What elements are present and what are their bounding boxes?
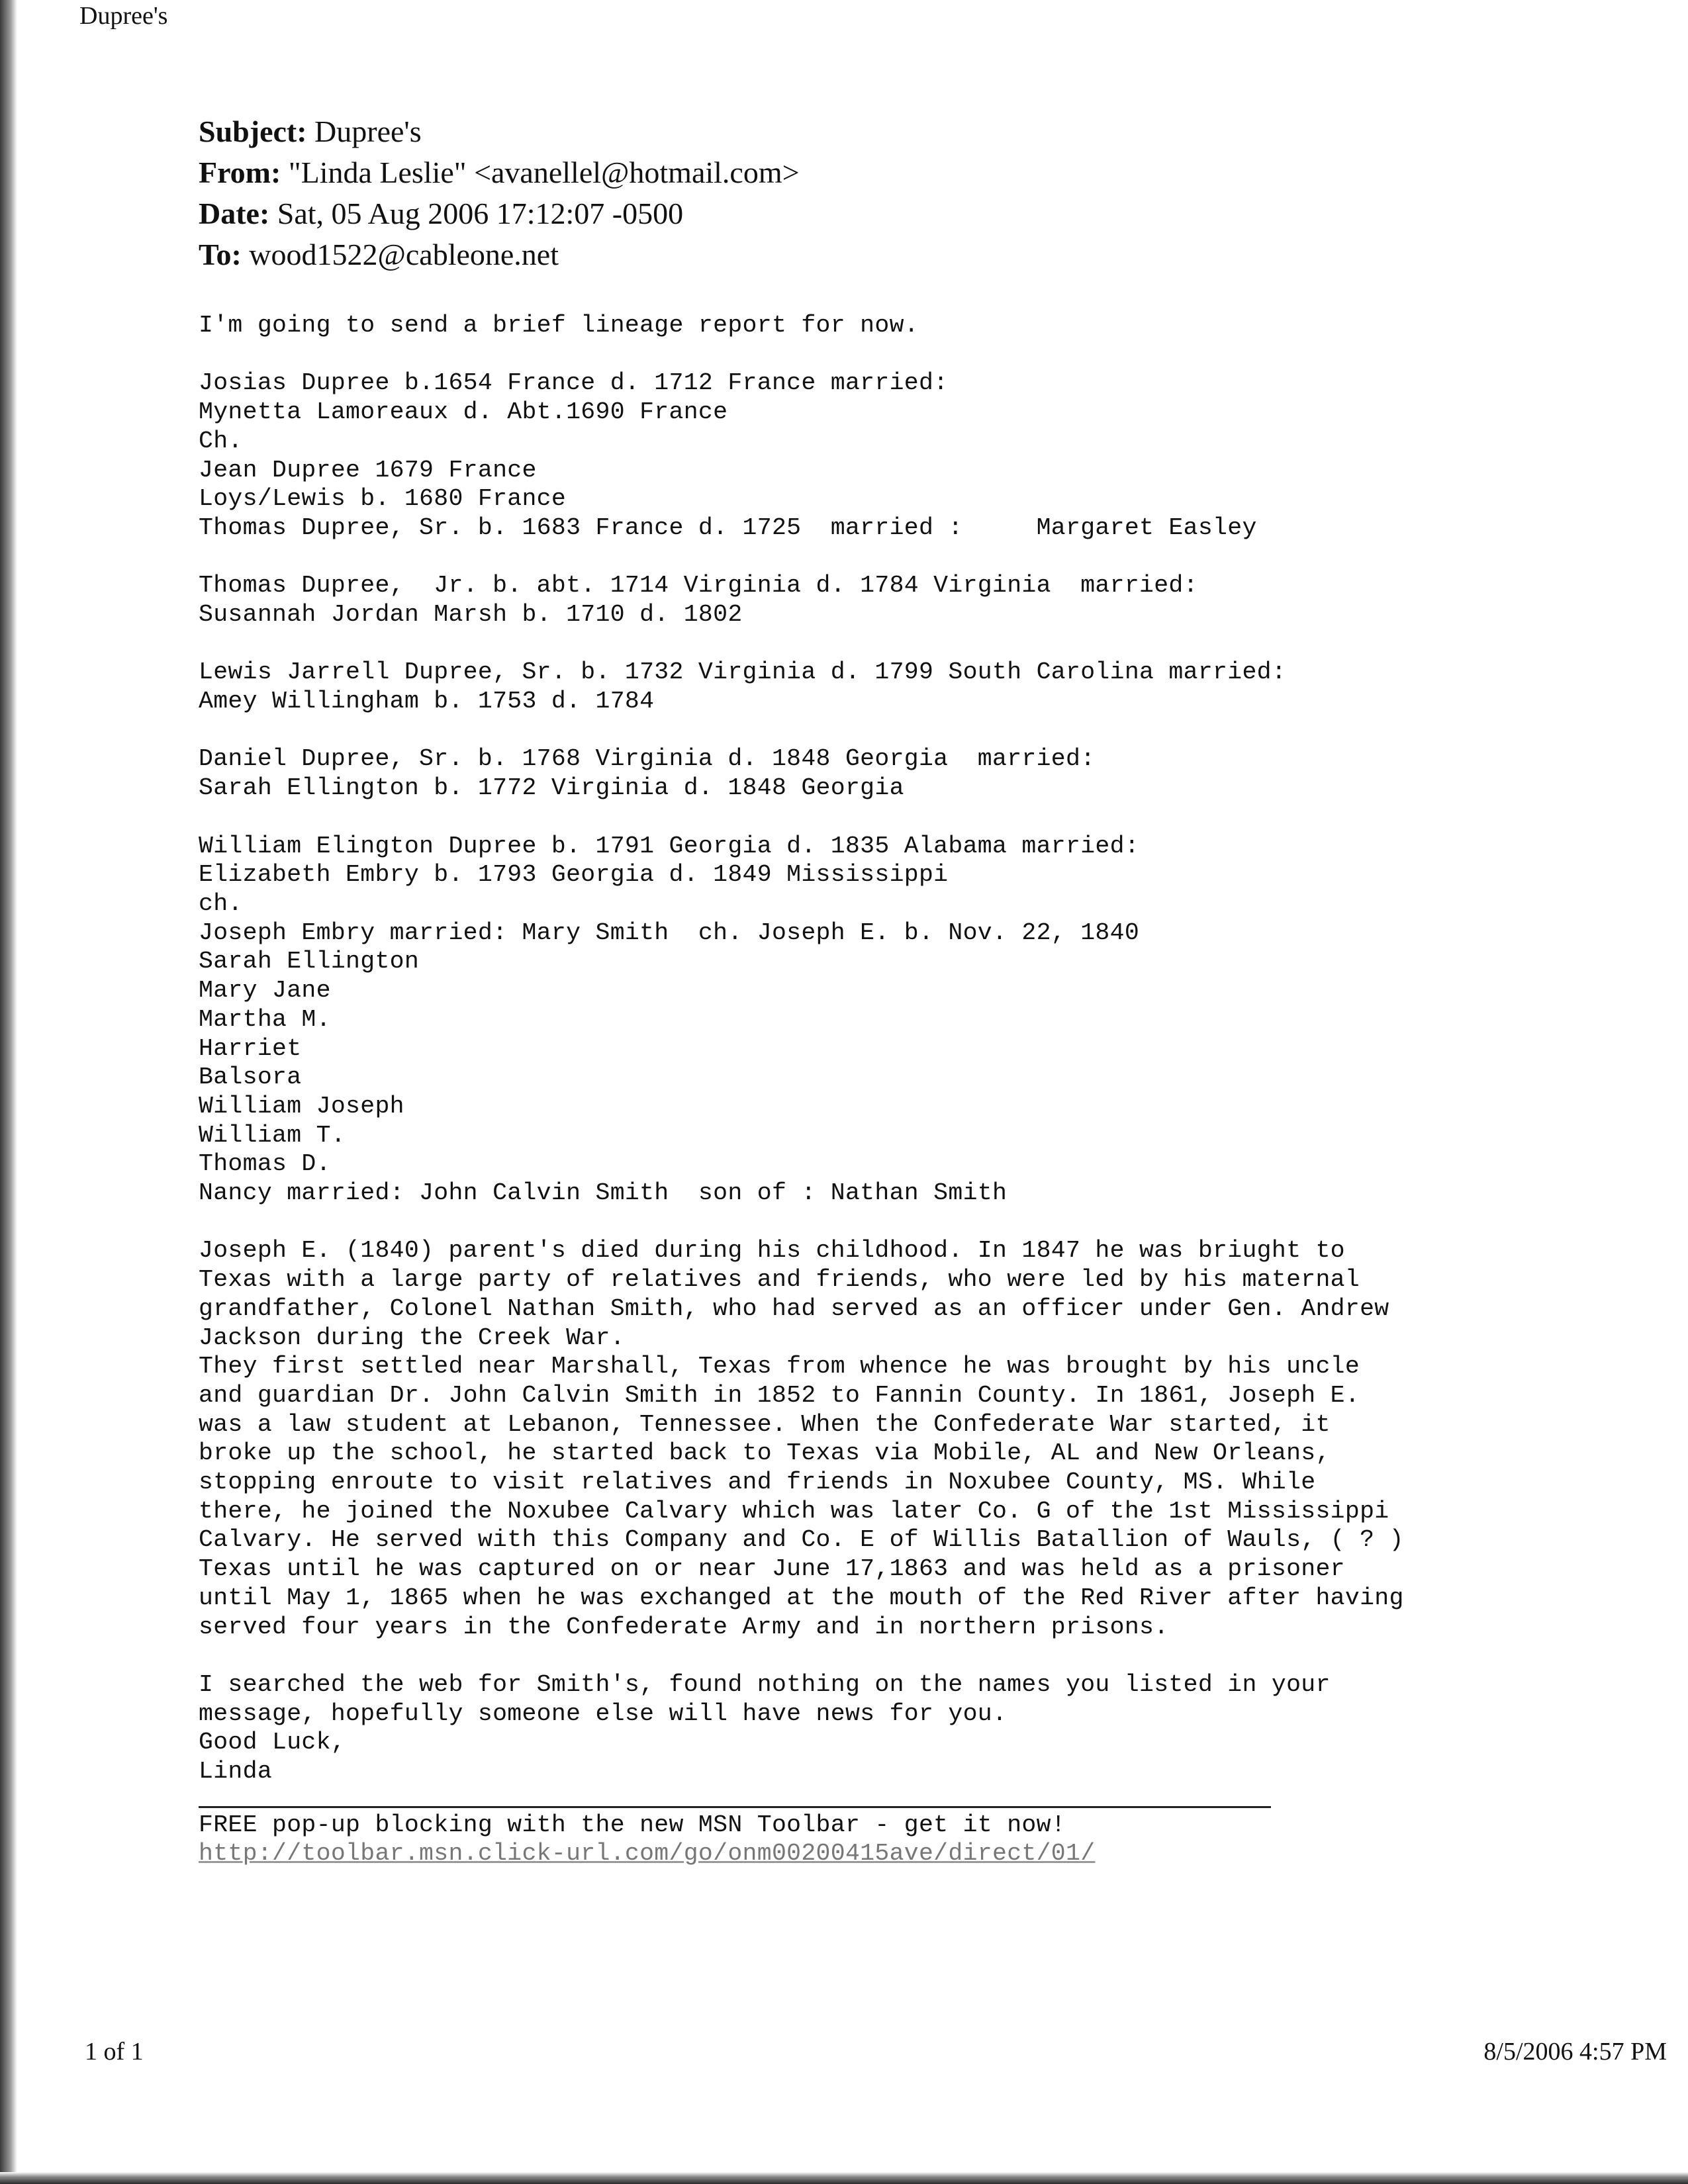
body-line: Sarah Ellington — [199, 948, 420, 976]
date-label: Date: — [199, 197, 270, 230]
blank-line — [199, 716, 1622, 745]
body-line: William Elington Dupree b. 1791 Georgia d. 1835 Alabama married: — [199, 832, 1140, 860]
body-line: Joseph Embry married: Mary Smith ch. Joseph E. b. Nov. 22, 1840 — [199, 919, 1140, 946]
body-line: Thomas Dupree, Sr. b. 1683 France d. 1725 married : Margaret Easley — [199, 514, 1257, 541]
body-line: was a law student at Lebanon, Tennessee. When the Confederate War started, it — [199, 1410, 1331, 1438]
to-label: To: — [199, 238, 242, 271]
body-line: Thomas D. — [199, 1150, 331, 1178]
body-lines — [199, 311, 1622, 1786]
to-value: wood1522@cableone.net — [249, 238, 559, 271]
body-line: Mynetta Lamoreaux d. Abt.1690 France — [199, 398, 728, 426]
body-line: Elizabeth Embry b. 1793 Georgia d. 1849 Mississippi — [199, 861, 949, 889]
page-title: Dupree's — [79, 2, 168, 30]
blank-line — [199, 1641, 1622, 1670]
scan-edge-bottom — [0, 2172, 1688, 2184]
footer-link[interactable]: http://toolbar.msn.click-url.com/go/onm00200415ave/direct/01/ — [199, 1840, 1096, 1868]
body-line: I searched the web for Smith's, found nothing on the names you listed in your — [199, 1670, 1331, 1698]
body-line: They first settled near Marshall, Texas from whence he was brought by his uncle — [199, 1353, 1360, 1381]
body-line: Jackson during the Creek War. — [199, 1324, 625, 1351]
body-line: Linda — [199, 1758, 273, 1786]
blank-line — [199, 803, 1622, 832]
blank-line — [199, 340, 1622, 369]
body-line: Calvary. He served with this Company and Co. E of Willis Batallion of Wauls, ( ? ) — [199, 1526, 1404, 1554]
body-line: Harriet — [199, 1034, 302, 1062]
body-line: Loys/Lewis b. 1680 France — [199, 485, 567, 513]
body-line: I'm going to send a brief lineage report for now. — [199, 312, 919, 339]
date-row — [199, 193, 1390, 234]
blank-line — [199, 1208, 1622, 1237]
email-headers — [199, 111, 1390, 275]
body-line: ch. — [199, 889, 243, 917]
date-value: Sat, 05 Aug 2006 17:12:07 -0500 — [277, 197, 684, 230]
body-line: William Joseph — [199, 1092, 404, 1120]
blank-line — [199, 543, 1622, 572]
body-line: Texas until he was captured on or near June 17,1863 and was held as a prisoner — [199, 1555, 1345, 1583]
from-label: From: — [199, 156, 281, 189]
body-line: Sarah Ellington b. 1772 Virginia d. 1848 Georgia — [199, 774, 904, 802]
body-line: served four years in the Confederate Army and in northern prisons. — [199, 1613, 1169, 1641]
body-line: broke up the school, he started back to Texas via Mobile, AL and New Orleans, — [199, 1439, 1331, 1467]
from-row — [199, 152, 1390, 193]
body-line: William T. — [199, 1121, 346, 1149]
body-line: until May 1, 1865 when he was exchanged at the mouth of the Red River after having — [199, 1584, 1404, 1612]
blank-line — [199, 629, 1622, 659]
subject-row — [199, 111, 1390, 152]
body-line: stopping enroute to visit relatives and friends in Noxubee County, MS. While — [199, 1469, 1316, 1496]
body-line: Texas with a large party of relatives and friends, who were led by his maternal — [199, 1266, 1360, 1294]
footer-promo: FREE pop-up blocking with the new MSN Toolbar - get it now! — [199, 1811, 1066, 1839]
body-line: Josias Dupree b.1654 France d. 1712 France married: — [199, 369, 949, 397]
to-row — [199, 234, 1390, 275]
subject-label: Subject: — [199, 114, 307, 148]
page-number: 1 of 1 — [85, 2038, 144, 2066]
body-line: Joseph E. (1840) parent's died during his childhood. In 1847 he was briught to — [199, 1237, 1345, 1265]
email-body — [199, 311, 1622, 1868]
body-line: grandfather, Colonel Nathan Smith, who had served as an officer under Gen. Andrew — [199, 1295, 1389, 1322]
body-line: Amey Willingham b. 1753 d. 1784 — [199, 688, 655, 715]
body-line: Martha M. — [199, 1005, 331, 1033]
body-line: Ch. — [199, 427, 243, 455]
body-line: Daniel Dupree, Sr. b. 1768 Virginia d. 1848 Georgia married: — [199, 745, 1096, 773]
body-line: Mary Jane — [199, 977, 331, 1005]
body-line: Jean Dupree 1679 France — [199, 456, 537, 484]
body-line: Good Luck, — [199, 1729, 346, 1756]
body-line: message, hopefully someone else will have news for you. — [199, 1700, 1008, 1727]
body-line: Balsora — [199, 1064, 302, 1091]
signature-divider — [199, 1806, 1271, 1808]
scan-edge-left — [0, 0, 17, 2184]
body-line: Susannah Jordan Marsh b. 1710 d. 1802 — [199, 601, 743, 628]
body-line: and guardian Dr. John Calvin Smith in 1852 to Fannin County. In 1861, Joseph E. — [199, 1381, 1360, 1409]
body-line: Nancy married: John Calvin Smith son of : Nathan Smith — [199, 1179, 1008, 1207]
body-line: Lewis Jarrell Dupree, Sr. b. 1732 Virginia d. 1799 South Carolina married: — [199, 659, 1287, 686]
from-value: "Linda Leslie" <avanellel@hotmail.com> — [288, 156, 800, 189]
body-line: Thomas Dupree, Jr. b. abt. 1714 Virginia d. 1784 Virginia married: — [199, 572, 1198, 600]
body-line: there, he joined the Noxubee Calvary which was later Co. G of the 1st Mississippi — [199, 1497, 1389, 1525]
subject-value: Dupree's — [314, 114, 422, 148]
printed-timestamp: 8/5/2006 4:57 PM — [1483, 2038, 1667, 2066]
